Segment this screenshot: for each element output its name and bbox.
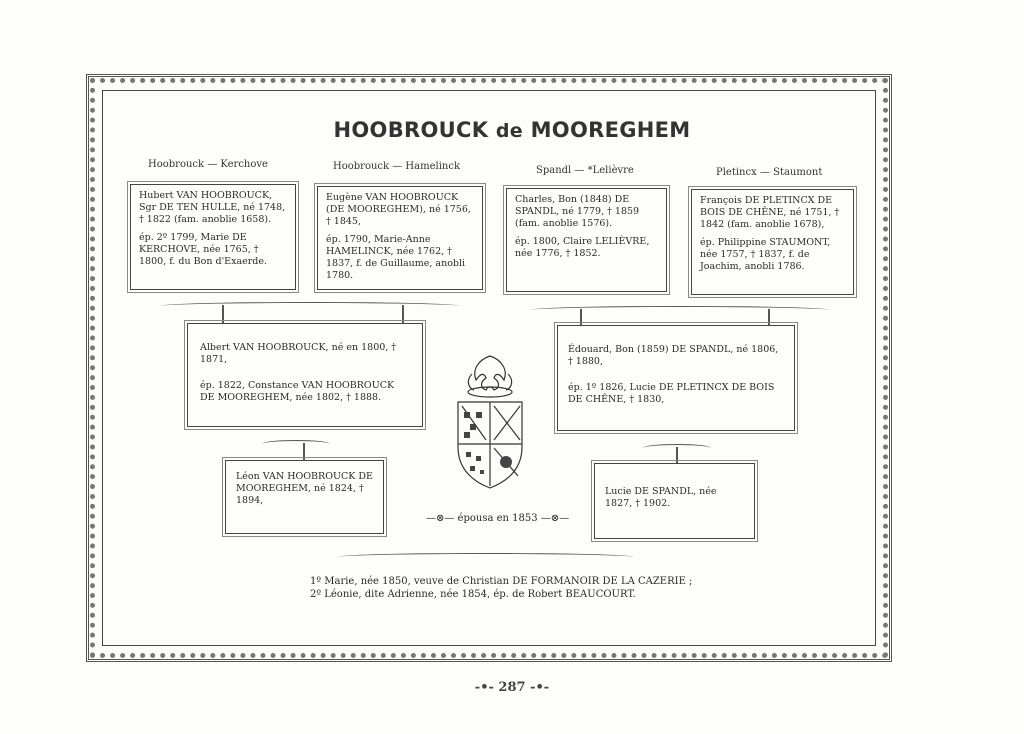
connector-line [303, 443, 305, 460]
ancestor-text: François DE PLETINCX DE BOIS DE CHÊNE, né 1751, † 1842 (fam. anoblie 1678), [700, 195, 840, 230]
ancestor-spouse-text: ép. 1800, Claire LELIÈVRE, née 1776, † 1852. [515, 236, 650, 259]
child-box-albert [187, 323, 423, 427]
coat-of-arms-icon [450, 352, 530, 492]
grandchild-box-lucie [594, 463, 755, 539]
column-header-3: Spandl — *Lelièvre [536, 165, 634, 176]
column-header-2: Hoobrouck — Hamelinck [333, 161, 461, 172]
ancestor-text: Charles, Bon (1848) DE SPANDL, né 1779, † 1859 (fam. anoblie 1576). [515, 194, 640, 229]
connector-line [580, 309, 582, 325]
connector-line [676, 447, 678, 463]
child-spouse-text: ép. 1822, Constance VAN HOOBROUCK DE MOOREGHEM, née 1802, † 1888. [200, 380, 395, 403]
child-text: Albert VAN HOOBROUCK, né en 1800, † 1871, [200, 342, 397, 365]
footnote-2: 2º Léonie, dite Adrienne, née 1854, ép. de Robert BEAUCOURT. [310, 589, 636, 600]
child-text: Édouard, Bon (1859) DE SPANDL, né 1806, † 1880, [568, 344, 779, 367]
bottom-rule [338, 553, 634, 561]
ancestor-text: Hubert VAN HOOBROUCK, Sgr DE TEN HULLE, né 1748, † 1822 (fam. anoblie 1658). [139, 190, 286, 225]
grandchild-box-leon [225, 460, 384, 534]
column-header-4: Pletincx — Staumont [716, 167, 823, 178]
ancestor-box-francois [691, 189, 854, 295]
connector-brace-right [530, 306, 830, 314]
ancestor-box-hubert [130, 184, 296, 290]
connector-line [222, 305, 224, 323]
page-number: -•- 287 -•- [474, 680, 550, 695]
child-box-edouard [557, 325, 795, 431]
ancestor-text: Eugène VAN HOOBROUCK (DE MOOREGHEM), né 1756, † 1845, [326, 192, 471, 227]
connector-line [768, 309, 770, 325]
footnotes [310, 575, 692, 601]
grandchild-text: Lucie DE SPANDL, née 1827, † 1902. [605, 486, 717, 509]
connector-line [402, 305, 404, 323]
grandchild-text: Léon VAN HOOBROUCK DE MOOREGHEM, né 1824, † 1894, [236, 471, 373, 506]
footnote-1: 1º Marie, née 1850, veuve de Christian DE FORMANOIR DE LA CAZERIE ; [310, 576, 693, 587]
connector-brace-left [160, 302, 460, 310]
ancestor-box-eugene [317, 186, 483, 290]
ancestor-spouse-text: ép. 1790, Marie-Anne HAMELINCK, née 1762, † 1837, f. de Guillaume, anobli 1780. [326, 234, 466, 281]
page-title [0, 118, 1024, 142]
marriage-label: —⊗— épousa en 1853 —⊗— [426, 513, 570, 524]
child-spouse-text: ép. 1º 1826, Lucie DE PLETINCX DE BOIS DE CHÊNE, † 1830, [568, 382, 775, 405]
ancestor-spouse-text: ép. Philippine STAUMONT, née 1757, † 1837, f. de Joachim, anobli 1786. [700, 237, 831, 272]
ancestor-spouse-text: ép. 2º 1799, Marie DE KERCHOVE, née 1765, † 1800, f. du Bon d'Exaerde. [139, 232, 268, 267]
column-header-1: Hoobrouck — Kerchove [148, 159, 268, 170]
title-rest: MOOREGHEM [530, 118, 691, 142]
connector-brace-left-2 [262, 440, 330, 448]
title-particle: de [495, 120, 523, 142]
ancestor-box-charles [506, 188, 667, 292]
title-main: HOOBROUCK [333, 118, 489, 142]
